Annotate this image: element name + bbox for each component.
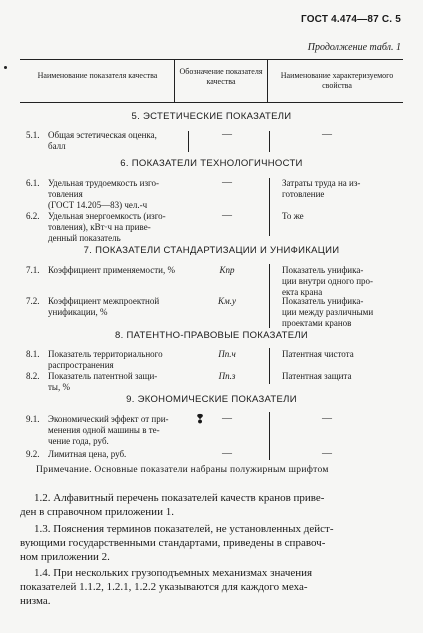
row-name: ты, % (48, 382, 70, 392)
row-num: 5.1. (26, 130, 40, 140)
row-num: 8.2. (26, 371, 40, 381)
row-num: 8.1. (26, 349, 40, 359)
col-divider (188, 131, 189, 152)
row-characteristic: Показатель унифика- (282, 265, 364, 275)
col-header-name: Наименование показателя качества (37, 71, 158, 80)
row-num: 7.1. (26, 265, 40, 275)
row-symbol: — (222, 129, 232, 140)
table-top-rule (20, 59, 403, 60)
row-num: 9.2. (26, 449, 40, 459)
row-symbol: Пп.з (218, 371, 236, 381)
row-characteristic: — (322, 413, 332, 424)
row-symbol: — (222, 177, 232, 188)
row-name: Удельная трудоемкость изго- (48, 178, 159, 188)
page-header: ГОСТ 4.474—87 С. 5 (300, 14, 401, 25)
col-divider (269, 131, 270, 152)
paragraph-line: вующими государственными стандартами, приведены в справоч- (20, 537, 326, 549)
paragraph-line: 1.2. Алфавитный перечень показателей качеств кранов приве- (34, 492, 325, 504)
row-name: распространения (48, 360, 114, 370)
row-characteristic: ции между различными (282, 307, 374, 317)
row-characteristic: проектами кранов (282, 318, 352, 328)
paragraph-line: 1.4. При нескольких грузоподъемных механизмах значения (34, 567, 313, 579)
row-name: Удельная энергоемкость (изго- (48, 211, 166, 221)
ink-mark: ❢ (195, 412, 206, 426)
row-num: 6.1. (26, 178, 40, 188)
col-divider (269, 178, 270, 236)
row-name: Показатель патентной защи- (48, 371, 158, 381)
col-divider (269, 348, 270, 384)
row-name: денный показатель (48, 233, 121, 243)
row-name: Показатель территориального (48, 349, 163, 359)
row-name: чение года, руб. (48, 436, 109, 446)
col-divider-2 (267, 60, 268, 102)
section-title-9: 9. ЭКОНОМИЧЕСКИЕ ПОКАЗАТЕЛИ (126, 394, 297, 405)
row-name: Коэффициент межпроектной (48, 296, 160, 306)
row-name: товления), кВт·ч на привe- (48, 222, 151, 232)
table-continuation: Продолжение табл. 1 (307, 42, 401, 53)
row-name: товления (48, 189, 83, 199)
row-name: Общая эстетическая оценка, (48, 130, 157, 140)
row-characteristic: Показатель унифика- (282, 296, 364, 306)
table-header-rule (20, 102, 403, 103)
row-characteristic: Затраты труда на из- (282, 178, 361, 188)
row-symbol: — (222, 210, 232, 221)
paragraph-line: показателей 1.1.2, 1.2.1, 1.2.2 указываются для каждого меха- (20, 581, 308, 593)
row-num: 6.2. (26, 211, 40, 221)
row-characteristic: То же (282, 211, 304, 221)
section-title-6: 6. ПОКАЗАТЕЛИ ТЕХНОЛОГИЧНОСТИ (120, 158, 303, 169)
section-title-7: 7. ПОКАЗАТЕЛИ СТАНДАРТИЗАЦИИ И УНИФИКАЦИИ (83, 245, 340, 256)
col-divider (269, 412, 270, 460)
col-divider (269, 264, 270, 328)
row-characteristic: екта крана (282, 287, 323, 297)
row-symbol: — (222, 448, 232, 459)
row-characteristic: Патентная чистота (282, 349, 354, 359)
paragraph-line: ном приложении 2. (20, 551, 110, 563)
margin-dot (4, 66, 7, 69)
row-name: менения одной машины в те- (48, 425, 160, 435)
row-characteristic: — (322, 448, 332, 459)
row-name: Лимитная цена, руб. (48, 449, 127, 459)
row-symbol: Kм.у (218, 296, 236, 306)
row-characteristic: готовление (282, 189, 325, 199)
row-name: Экономический эффект от при- (48, 414, 169, 424)
row-name: (ГОСТ 14.205—83) чел.-ч (48, 200, 148, 210)
row-name: Коэффициент применяемости, % (48, 265, 175, 275)
row-symbol: Пп.ч (218, 349, 236, 359)
row-num: 9.1. (26, 414, 40, 424)
paragraph-line: 1.3. Пояснения терминов показателей, не установленных дейст- (34, 523, 334, 535)
table-note: Примечание. Основные показатели набраны полужирным шрифтом (36, 465, 329, 475)
row-symbol: Kпр (219, 265, 235, 275)
section-title-8: 8. ПАТЕНТНО-ПРАВОВЫЕ ПОКАЗАТЕЛИ (114, 330, 308, 341)
row-characteristic: ции внутри одного про- (282, 276, 374, 286)
paragraph-line: ден в справочном приложении 1. (20, 506, 174, 518)
col-header-characteristic: Наименование характеризуемого свойства (280, 71, 394, 90)
row-characteristic: Патентная защита (282, 371, 352, 381)
row-symbol: — (222, 413, 232, 424)
col-header-symbol: Обозначение показателя качества (179, 67, 263, 86)
section-title-5: 5. ЭСТЕТИЧЕСКИЕ ПОКАЗАТЕЛИ (131, 111, 292, 122)
row-num: 7.2. (26, 296, 40, 306)
col-divider-1 (174, 60, 175, 102)
row-characteristic: — (322, 129, 332, 140)
row-name: унификации, % (48, 307, 108, 317)
row-name: балл (48, 141, 66, 151)
paragraph-line: низма. (20, 595, 51, 607)
